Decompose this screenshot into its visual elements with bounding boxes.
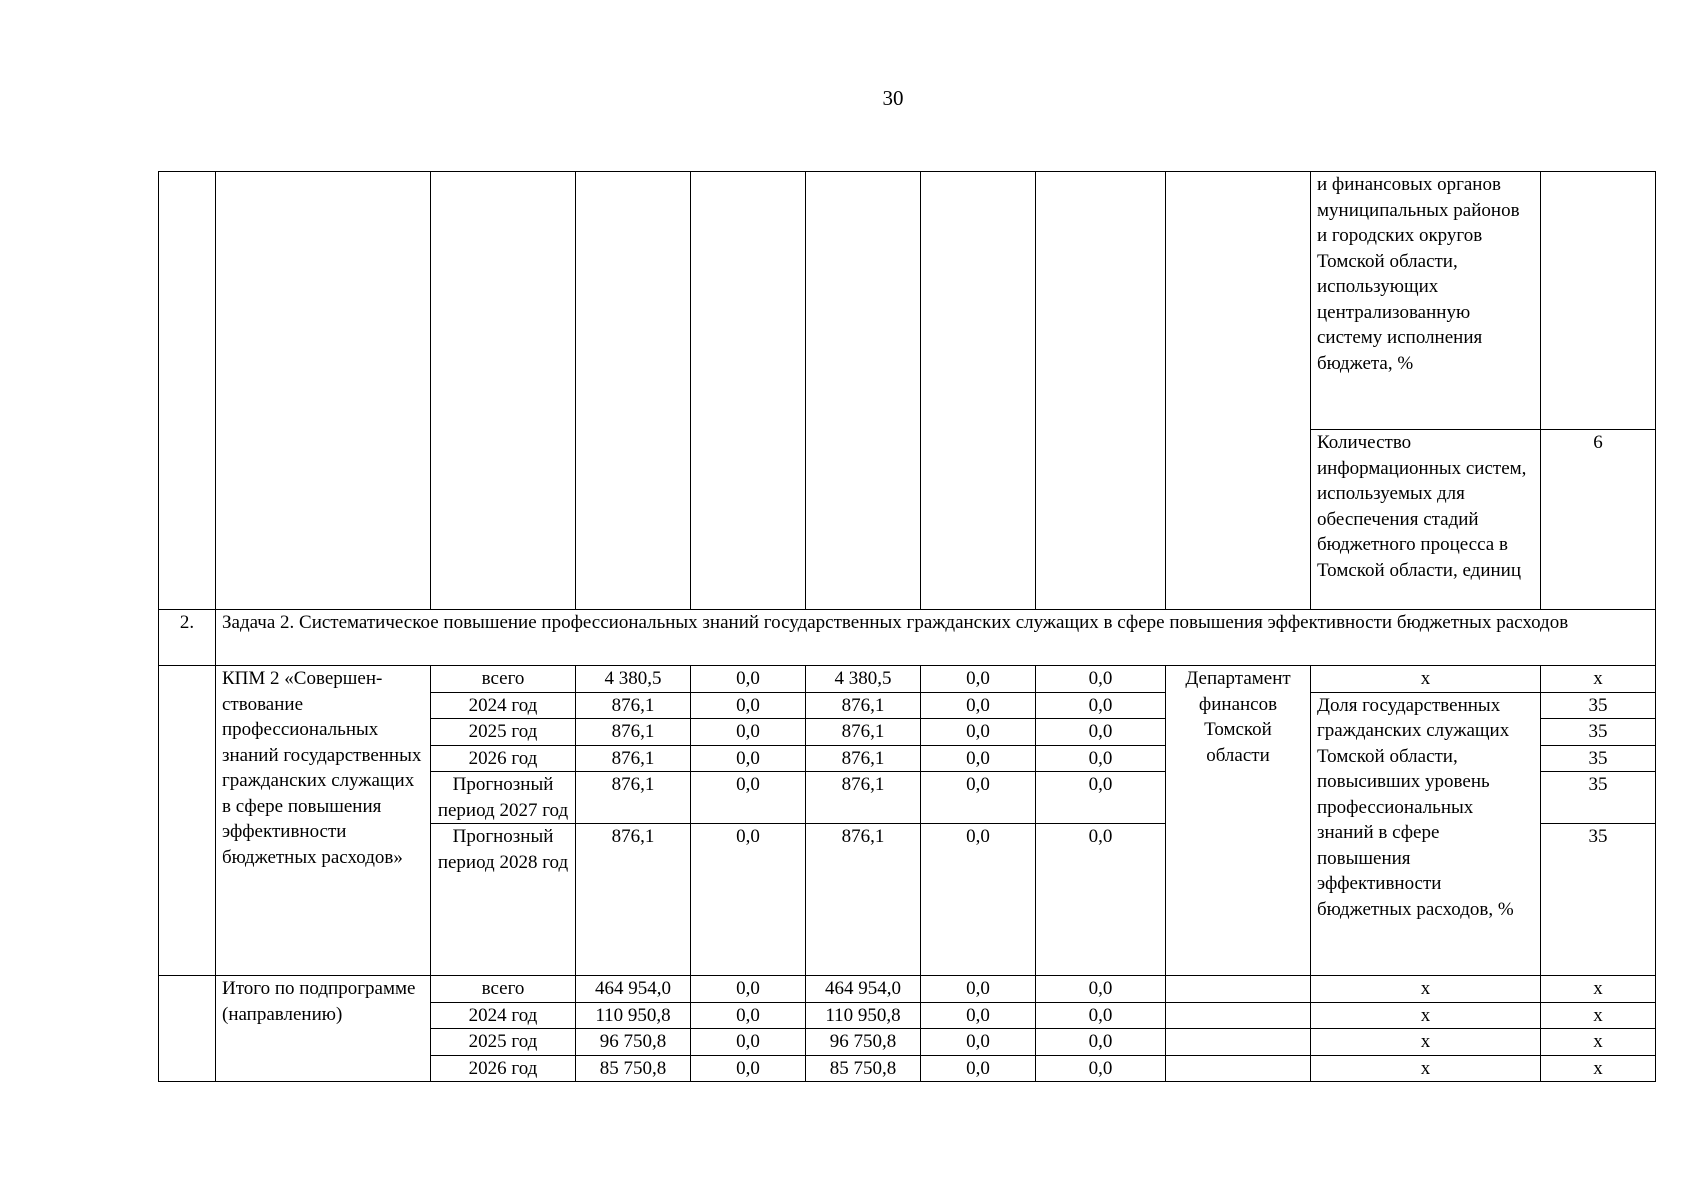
regional-cell: 876,1 [806, 772, 921, 824]
indicator-cell: х [1311, 1055, 1541, 1082]
federal-cell: 0,0 [691, 692, 806, 719]
federal-cell: 0,0 [691, 745, 806, 772]
other-cell: 0,0 [1036, 666, 1166, 693]
municipal-cell: 0,0 [921, 1029, 1036, 1056]
period-cell: 2025 год [431, 719, 576, 746]
federal-cell: 0,0 [691, 1055, 806, 1082]
regional-cell: 876,1 [806, 824, 921, 976]
table-row [159, 666, 1656, 693]
federal-cell: 0,0 [691, 824, 806, 976]
other-cell: 0,0 [1036, 772, 1166, 824]
indicator-value-cell: 6 [1541, 430, 1656, 610]
total-cell: 85 750,8 [576, 1055, 691, 1082]
executor-cell [1166, 1029, 1311, 1056]
total-cell: 876,1 [576, 824, 691, 976]
table-row [159, 976, 1656, 1003]
indicator-value-cell: х [1541, 976, 1656, 1003]
indicator-value-cell: х [1541, 666, 1656, 693]
regional-cell: 85 750,8 [806, 1055, 921, 1082]
indicator-value-cell: х [1541, 1029, 1656, 1056]
municipal-cell: 0,0 [921, 976, 1036, 1003]
municipal-cell: 0,0 [921, 1055, 1036, 1082]
regional-cell: 4 380,5 [806, 666, 921, 693]
municipal-cell: 0,0 [921, 824, 1036, 976]
total-cell: 876,1 [576, 692, 691, 719]
federal-cell: 0,0 [691, 666, 806, 693]
total-cell: 96 750,8 [576, 1029, 691, 1056]
indicator-value-cell: 35 [1541, 745, 1656, 772]
total-cell: 876,1 [576, 745, 691, 772]
row-number: 2. [159, 610, 216, 666]
total-cell: 876,1 [576, 719, 691, 746]
federal-cell: 0,0 [691, 772, 806, 824]
indicator-cell: х [1311, 1029, 1541, 1056]
executor-cell [1166, 976, 1311, 1003]
period-cell: 2026 год [431, 1055, 576, 1082]
indicator-value-cell: х [1541, 1055, 1656, 1082]
indicator-value-cell: 35 [1541, 824, 1656, 976]
municipal-cell: 0,0 [921, 692, 1036, 719]
other-cell: 0,0 [1036, 1055, 1166, 1082]
executor-cell [1166, 1002, 1311, 1029]
table-row [159, 610, 1656, 666]
total-cell: 4 380,5 [576, 666, 691, 693]
other-cell: 0,0 [1036, 976, 1166, 1003]
total-cell: 110 950,8 [576, 1002, 691, 1029]
other-cell: 0,0 [1036, 1029, 1166, 1056]
period-cell: 2026 год [431, 745, 576, 772]
indicator-cell: Доля государственных гражданских служащих Томской области, повысивших уровень профессиональных знаний в сфере повышения эффективности бюджетных расходов, % [1311, 692, 1541, 976]
regional-cell: 876,1 [806, 719, 921, 746]
regional-cell: 96 750,8 [806, 1029, 921, 1056]
total-cell: 876,1 [576, 772, 691, 824]
executor-cell [1166, 1055, 1311, 1082]
executor-cell: Департамент финансов Томской области [1166, 666, 1311, 976]
program-table [158, 171, 1656, 1082]
table-row [159, 172, 1656, 430]
federal-cell: 0,0 [691, 1002, 806, 1029]
indicator-cell: х [1311, 976, 1541, 1003]
municipal-cell: 0,0 [921, 772, 1036, 824]
period-cell: Прогнозный период 2028 год [431, 824, 576, 976]
federal-cell: 0,0 [691, 719, 806, 746]
municipal-cell: 0,0 [921, 1002, 1036, 1029]
itogo-label: Итого по подпрограмме (направлению) [216, 976, 431, 1082]
period-cell: 2024 год [431, 1002, 576, 1029]
other-cell: 0,0 [1036, 692, 1166, 719]
indicator-value-cell: 35 [1541, 772, 1656, 824]
indicator-cell: и финансовых органов муниципальных районов и городских округов Томской области, использующих централизованную систему исполнения бюджета, % [1311, 172, 1541, 430]
indicator-cell: Количество информационных систем, используемых для обеспечения стадий бюджетного процесса в Томской области, единиц [1311, 430, 1541, 610]
period-cell: всего [431, 666, 576, 693]
regional-cell: 876,1 [806, 745, 921, 772]
indicator-value-cell: х [1541, 1002, 1656, 1029]
municipal-cell: 0,0 [921, 666, 1036, 693]
page-number: 30 [882, 86, 904, 110]
regional-cell: 876,1 [806, 692, 921, 719]
indicator-value-cell [1541, 172, 1656, 430]
indicator-value-cell: 35 [1541, 719, 1656, 746]
federal-cell: 0,0 [691, 1029, 806, 1056]
other-cell: 0,0 [1036, 745, 1166, 772]
kpm-name: КПМ 2 «Совершен-ствование профессиональных знаний государственных гражданских служащих в сфере повышения эффективности бюджетных расходов» [216, 666, 431, 976]
indicator-value-cell: 35 [1541, 692, 1656, 719]
federal-cell: 0,0 [691, 976, 806, 1003]
other-cell: 0,0 [1036, 719, 1166, 746]
regional-cell: 464 954,0 [806, 976, 921, 1003]
regional-cell: 110 950,8 [806, 1002, 921, 1029]
period-cell: всего [431, 976, 576, 1003]
task-title: Задача 2. Систематическое повышение профессиональных знаний государственных гражданских служащих в сфере повышения эффективности бюджетных расходов [216, 610, 1656, 666]
total-cell: 464 954,0 [576, 976, 691, 1003]
period-cell: Прогнозный период 2027 год [431, 772, 576, 824]
period-cell: 2025 год [431, 1029, 576, 1056]
other-cell: 0,0 [1036, 1002, 1166, 1029]
other-cell: 0,0 [1036, 824, 1166, 976]
municipal-cell: 0,0 [921, 745, 1036, 772]
indicator-cell: х [1311, 1002, 1541, 1029]
period-cell: 2024 год [431, 692, 576, 719]
indicator-cell: х [1311, 666, 1541, 693]
municipal-cell: 0,0 [921, 719, 1036, 746]
